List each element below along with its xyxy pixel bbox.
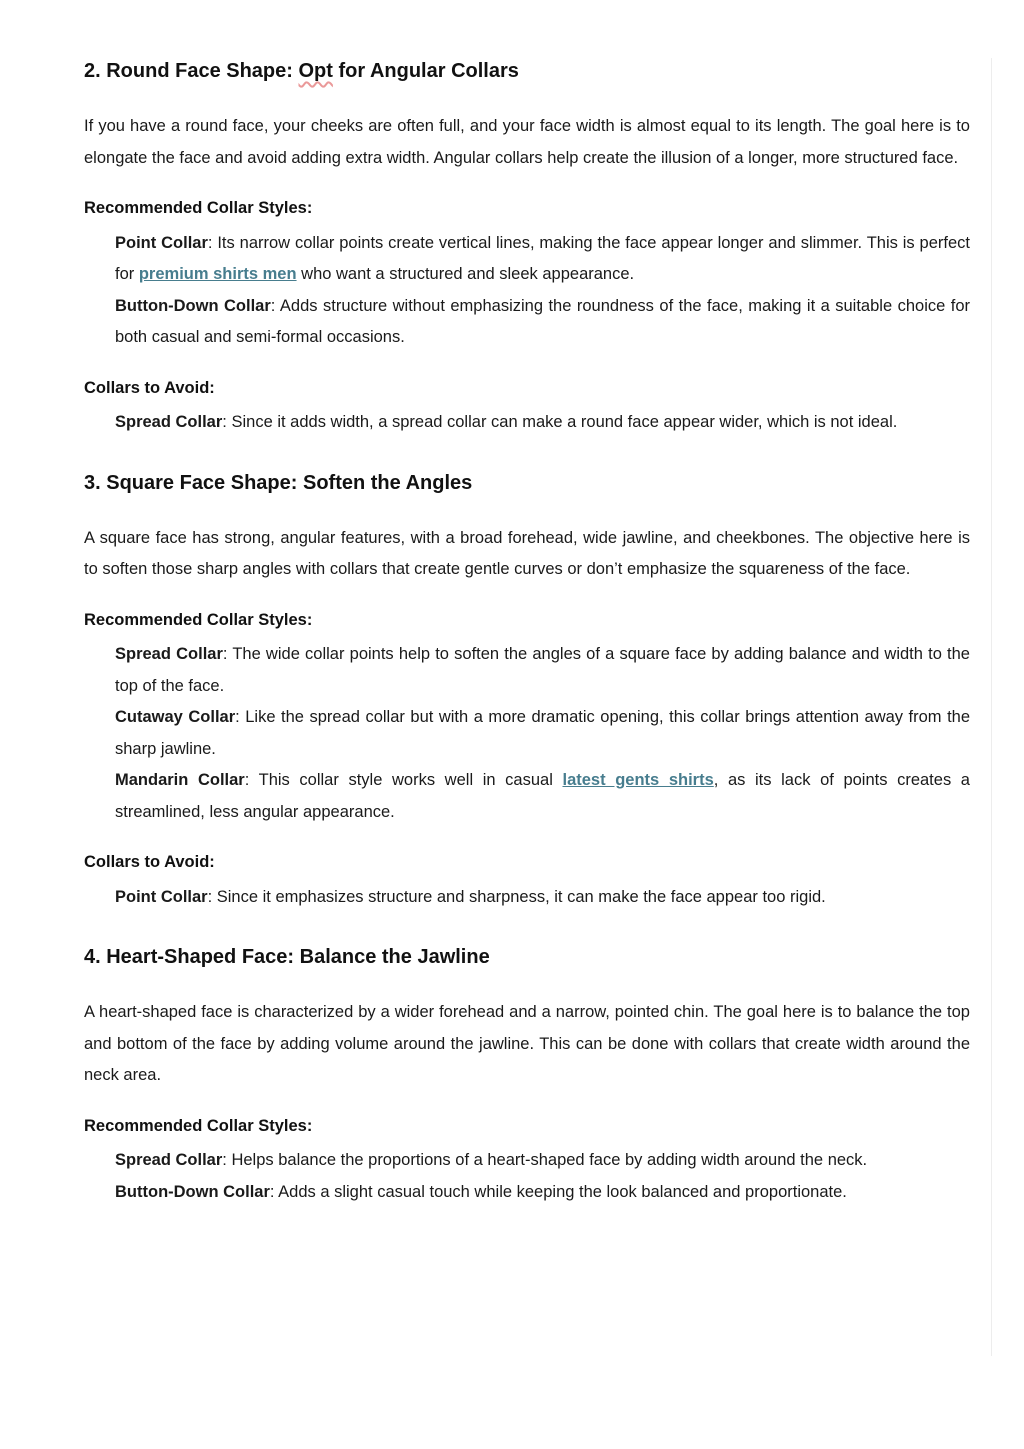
document-content — [84, 0, 970, 1208]
block-label-recommended-2: Recommended Collar Styles: — [84, 610, 313, 629]
item-text: , as its lack of points creates a streamlined, less angular appearance. — [115, 771, 970, 821]
list-item-point-collar-avoid — [115, 882, 970, 914]
block-label-avoid-2: Collars to Avoid: — [84, 853, 215, 871]
list-item-mandarin-collar — [115, 765, 970, 828]
intro-paragraph-heart-face: A heart-shaped face is characterized by a wider forehead and a narrow, pointed chin. The goal here is to balance the top and bottom of the face by adding volume around the jawline. This can be done with collars that create width around the neck area. — [84, 1003, 970, 1084]
list-item-point-collar — [115, 228, 970, 291]
item-term: Spread Collar — [115, 1151, 223, 1169]
list-item-spread-collar-avoid — [115, 407, 970, 439]
item-term: Spread Collar — [115, 413, 223, 431]
item-text: : Its narrow collar points create vertical lines, making the face appear longer and slimmer. This is perfect for — [115, 233, 970, 283]
item-text: : The wide collar points help to soften the angles of a square face by adding balance and width to the top of the face. — [115, 645, 970, 695]
item-term: Mandarin Collar — [115, 771, 245, 789]
misspelled-word-opt: Opt — [298, 60, 333, 82]
link-latest-gents-shirts[interactable]: latest gents shirts — [562, 771, 714, 789]
list-item-button-down-collar-heart — [115, 1177, 970, 1209]
item-list-avoid-2 — [115, 882, 970, 914]
item-term: Spread Collar — [115, 645, 223, 663]
item-list-recommended-3 — [115, 1145, 970, 1208]
list-item-spread-collar-heart — [115, 1145, 970, 1177]
link-premium-shirts-men[interactable]: premium shirts men — [138, 265, 297, 283]
item-text: who want a structured and sleek appearance. — [296, 265, 635, 283]
item-text: : This collar style works well in casual — [244, 771, 563, 789]
item-text: : Helps balance the proportions of a heart-shaped face by adding width around the neck. — [222, 1151, 868, 1169]
section-heading-heart-face: 4. Heart-Shaped Face: Balance the Jawline — [84, 946, 490, 968]
section-heading-square-face: 3. Square Face Shape: Soften the Angles — [84, 471, 473, 494]
item-list-recommended-2 — [115, 639, 970, 828]
block-label-recommended-3: Recommended Collar Styles: — [84, 1116, 313, 1135]
item-term: Point Collar — [115, 887, 208, 906]
block-label-recommended-1: Recommended Collar Styles: — [84, 199, 313, 217]
list-item-spread-collar — [115, 639, 970, 702]
heading-text-after: for Angular Collars — [332, 60, 519, 82]
item-text: : Since it emphasizes structure and sharpness, it can make the face appear too rigid. — [207, 887, 826, 906]
section-heading-round-face — [84, 58, 970, 85]
item-list-recommended-1 — [115, 228, 970, 354]
item-text: : Since it adds width, a spread collar can make a round face appear wider, which is not ideal. — [222, 413, 898, 431]
item-term: Button-Down Collar — [115, 296, 271, 315]
list-item-button-down-collar — [115, 291, 970, 354]
list-item-cutaway-collar — [115, 702, 970, 765]
item-text: : Adds structure without emphasizing the roundness of the face, making it a suitable choice for both casual and semi-formal occasions. — [115, 296, 970, 346]
item-text: : Adds a slight casual touch while keeping the look balanced and proportionate. — [269, 1182, 847, 1201]
heading-text-before: 2. Round Face Shape: — [84, 60, 299, 82]
page-edge-line — [991, 58, 992, 1356]
item-term: Button-Down Collar — [115, 1182, 270, 1201]
intro-paragraph-square-face: A square face has strong, angular features, with a broad forehead, wide jawline, and cheekbones. The objective here is to soften those sharp angles with collars that create gentle curves or don’t emphasize the squareness of the face. — [84, 528, 970, 578]
item-term: Cutaway Collar — [115, 708, 236, 726]
item-text: : Like the spread collar but with a more dramatic opening, this collar brings attention away from the sharp jawline. — [115, 708, 971, 758]
item-term: Point Collar — [115, 233, 208, 252]
intro-paragraph-round-face: If you have a round face, your cheeks are often full, and your face width is almost equal to its length. The goal here is to elongate the face and avoid adding extra width. Angular collars help create the illusion of a longer, more structured face. — [84, 117, 970, 167]
block-label-avoid-1: Collars to Avoid: — [84, 378, 215, 397]
item-list-avoid-1 — [115, 407, 970, 439]
